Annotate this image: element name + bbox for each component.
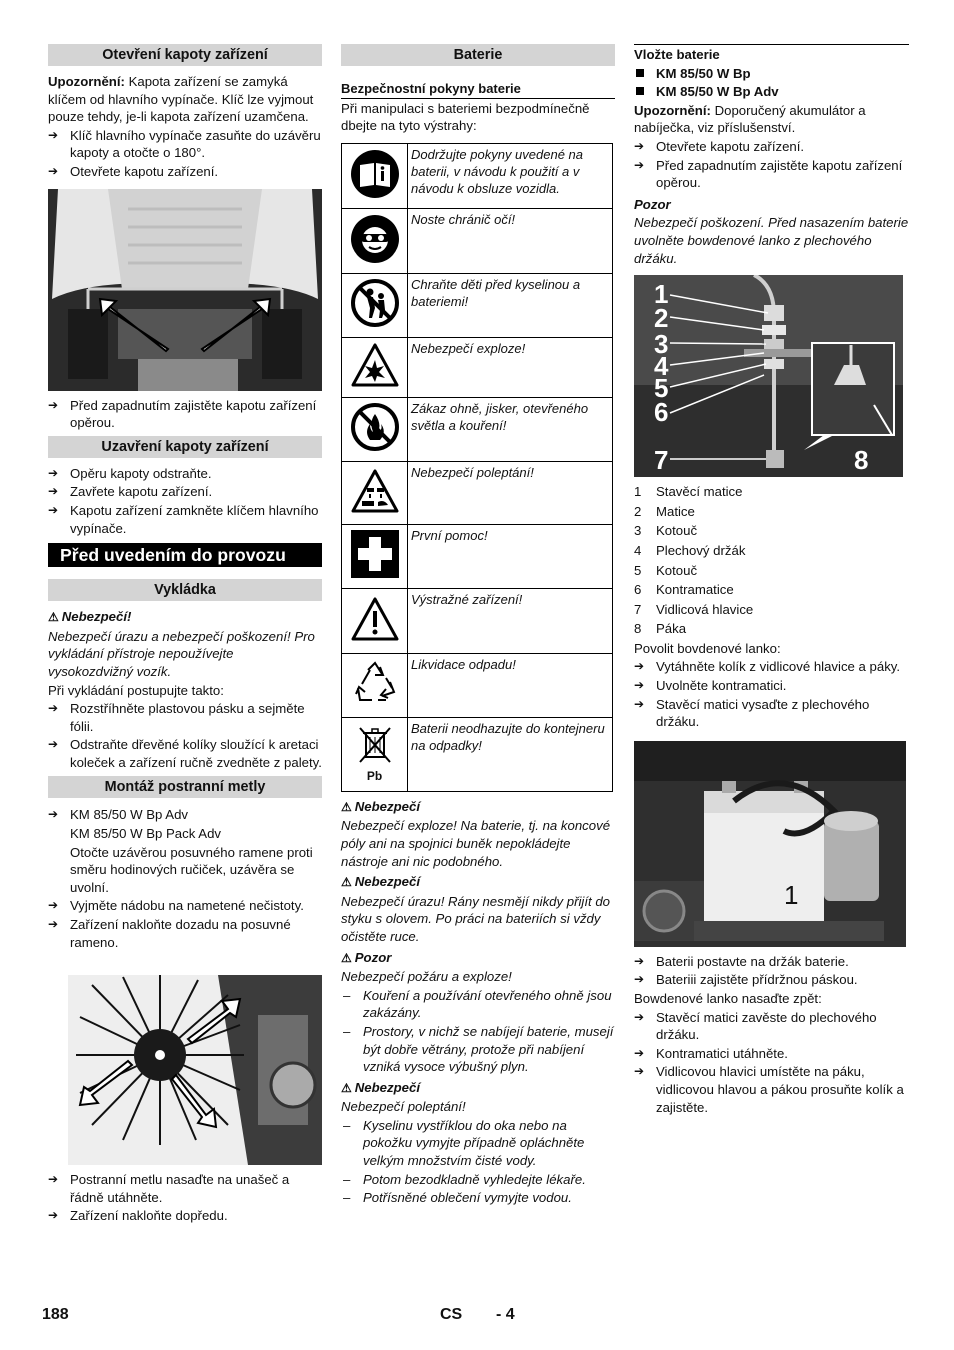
- figure-callout-1: 1: [784, 879, 799, 910]
- danger-label-text: Nebezpečí!: [61, 609, 132, 625]
- model-item: KM 85/50 W Bp: [634, 65, 909, 83]
- table-cell-text: Noste chránič očí!: [408, 208, 613, 273]
- section-heading-close-hood: Uzavření kapoty zařízení: [48, 436, 322, 458]
- model-line: KM 85/50 W Bp Pack Adv: [70, 826, 221, 842]
- list-item: [634, 483, 909, 501]
- table-cell-icon: [342, 208, 408, 273]
- table-cell-icon: [342, 397, 408, 461]
- part-number: 7: [634, 601, 642, 617]
- table-row: [342, 208, 613, 273]
- section-heading-open-hood: Otevření kapoty zařízení: [48, 44, 322, 66]
- note-paragraph: [634, 102, 909, 137]
- step-item: ➔ Před zapadnutím zajistěte kapotu zařízení opěrou.: [48, 397, 322, 432]
- table-cell-text: Výstražné zařízení!: [408, 588, 613, 653]
- dash-item: – Prostory, v nichž se nabíjejí baterie, musejí být dobře větrány, protože při nabíjení vzniká vysoce výbušný plyn.: [341, 1023, 615, 1076]
- section-number: - 4: [496, 1306, 515, 1323]
- part-label: Vidlicová hlavice: [656, 601, 754, 617]
- table-cell-text: Nebezpečí poleptání!: [408, 461, 613, 524]
- chapter-heading: Před uvedením do provozu: [48, 543, 322, 567]
- table-row: [342, 337, 613, 397]
- danger-text: Nebezpečí exploze! Na baterie, tj. na koncové póly ani na spojnici buněk nepokládejte nástroje ani nic podobného.: [341, 818, 611, 869]
- note-label: Upozornění:: [634, 102, 711, 118]
- step-item: ➔ Opěru kapoty odstraňte.: [48, 465, 322, 483]
- part-label: Kotouč: [656, 523, 698, 539]
- language-code: CS: [440, 1306, 463, 1323]
- step-item: ➔ Otevřete kapotu zařízení.: [48, 163, 322, 181]
- table-cell-icon: [342, 337, 408, 397]
- table-cell-icon: [342, 588, 408, 653]
- warning-triangle-icon: ⚠: [341, 950, 352, 965]
- section-heading-side-brush: Montáž postranní metly: [48, 776, 322, 798]
- step-item: ➔ Zavřete kapotu zařízení.: [48, 483, 322, 501]
- parts-legend: [634, 483, 909, 638]
- danger-label: [341, 873, 615, 892]
- table-cell-icon: [342, 461, 408, 524]
- table-row: [342, 143, 613, 208]
- list-item: [634, 601, 909, 619]
- figure-callout-6: 6: [654, 397, 669, 428]
- part-number: 8: [634, 621, 642, 637]
- photo-hood-open: [48, 189, 322, 391]
- table-row: [342, 717, 613, 791]
- step-item: ➔ Bateriii zajistěte přídržnou páskou.: [634, 971, 909, 989]
- photo-battery: [634, 741, 906, 947]
- photo-side-brush: [68, 975, 322, 1165]
- intro-text: Bowdenové lanko nasaďte zpět:: [634, 991, 822, 1007]
- warning-triangle-icon: ⚠: [341, 875, 352, 890]
- column-middle: [341, 44, 615, 1208]
- column-left: [48, 44, 322, 1226]
- figure-callout-1: 1: [654, 279, 669, 310]
- table-cell-text: Likvidace odpadu!: [408, 653, 613, 717]
- table-row: [342, 273, 613, 337]
- figure-callout-7: 7: [654, 445, 669, 476]
- table-cell-text: Nebezpečí exploze!: [408, 337, 613, 397]
- part-label: Kontramatice: [656, 582, 734, 598]
- no-fire-icon: [350, 402, 400, 452]
- photo-bowden-cable-illustration: [634, 275, 903, 477]
- model-item: KM 85/50 W Bp Adv: [634, 83, 909, 101]
- no-children-icon: [350, 278, 400, 328]
- part-label: Páka: [656, 621, 687, 637]
- step-item: ➔ Vyjměte nádobu na nametené nečistoty.: [48, 897, 322, 915]
- list-item: [634, 503, 909, 521]
- caution-label: [341, 949, 615, 968]
- part-label: Matice: [656, 503, 695, 519]
- step-item: ➔ Před zapadnutím zajistěte kapotu zařízení opěrou.: [634, 157, 909, 192]
- table-cell-icon: [342, 717, 408, 791]
- part-number: 4: [634, 542, 642, 558]
- step-item: ➔ Klíč hlavního vypínače zasuňte do uzávěru kapoty a otočte o 180°.: [48, 127, 322, 162]
- figure-callout-3: 3: [654, 329, 669, 360]
- table-cell-text: Baterii neodhazujte do kontejneru na odpadky!: [408, 717, 613, 791]
- step-item: ➔ Zařízení nakloňte dozadu na posuvné rameno.: [48, 916, 322, 951]
- danger-text: Nebezpečí úrazu a nebezpečí poškození! Pro vykládání přístroje nepoužívejte vysokozdvižný vozík.: [48, 628, 315, 679]
- figure-callout-8: 8: [854, 445, 869, 476]
- note-text: Kapota zařízení se zamyká klíčem od hlavního vypínače. Klíč lze vyjmout pouze tehdy, je-li kapota zařízení uzamčena.: [48, 74, 314, 125]
- part-label: Kotouč: [656, 562, 698, 578]
- part-number: 3: [634, 523, 642, 539]
- manual-icon: [350, 149, 400, 199]
- dash-item: – Kouření a používání otevřeného ohně jsou zakázány.: [341, 987, 615, 1022]
- step-item: ➔ Baterii postavte na držák baterie.: [634, 953, 909, 971]
- table-cell-text: Dodržujte pokyny uvedené na baterii, v návodu k použití a v návodu k obsluze vozidla.: [408, 143, 613, 208]
- table-row: [342, 653, 613, 717]
- part-label: Stavěcí matice: [656, 484, 743, 500]
- table-row: [342, 397, 613, 461]
- step-item: ➔ Vidlicovou hlavici umístěte na páku, vidlicovou hlavou a pákou prosuňte kolík a zajistěte.: [634, 1063, 909, 1116]
- danger-text: Nebezpečí úrazu! Rány nesmějí nikdy přijít do styku s olovem. Po práci na bateriích si vždy očistěte ruce.: [341, 893, 611, 944]
- danger-text: Nebezpečí poleptání!: [341, 1099, 466, 1115]
- dash-item: – Potřísněné oblečení vymyjte vodou.: [341, 1189, 615, 1207]
- part-number: 1: [634, 484, 642, 500]
- caution-label-text: Pozor: [354, 949, 392, 965]
- step-item: ➔ Zařízení nakloňte dopředu.: [48, 1207, 322, 1225]
- caution-label: Pozor: [634, 196, 671, 212]
- lead-symbol-label: Pb: [366, 769, 383, 784]
- photo-side-brush-illustration: [68, 975, 322, 1165]
- figure-callout-5: 5: [654, 373, 669, 404]
- step-item: ➔ Postranní metlu nasaďte na unašeč a řádně utáhněte.: [48, 1171, 322, 1206]
- figure-callout-2: 2: [654, 303, 669, 334]
- caution-text: Nebezpečí poškození. Před nasazením baterie uvolněte bowdenové lanko z plechového držáku.: [634, 215, 909, 266]
- corrosive-icon: [350, 468, 400, 514]
- warning-triangle-icon: ⚠: [341, 799, 352, 814]
- note-text: Doporučený akumulátor a nabíječka, viz příslušenství.: [634, 102, 866, 136]
- intro-text: Při vykládání postupujte takto:: [48, 682, 224, 698]
- danger-label: [48, 608, 322, 627]
- list-item: [634, 542, 909, 560]
- part-number: 5: [634, 562, 642, 578]
- table-cell-text: Chraňte děti před kyselinou a bateriemi!: [408, 273, 613, 337]
- explosion-icon: [350, 342, 400, 388]
- step-item: ➔ Otevřete kapotu zařízení.: [634, 138, 909, 156]
- note-paragraph: [48, 73, 322, 126]
- dash-item: – Kyselinu vystříklou do oka nebo na pokožku vymyjte případně opláchněte velkým množstvím čisté vody.: [341, 1117, 615, 1170]
- step-item: ➔ Uvolněte kontramatici.: [634, 677, 909, 695]
- warning-icon: [350, 596, 400, 642]
- warning-triangle-icon: ⚠: [48, 610, 59, 625]
- table-cell-icon: [342, 524, 408, 588]
- table-cell-text: Zákaz ohně, jisker, otevřeného světla a kouření!: [408, 397, 613, 461]
- table-cell-icon: [342, 273, 408, 337]
- step-item: ➔ Odstraňte dřevěné kolíky sloužící k aretaci koleček a zařízení ručně zvedněte z palety.: [48, 736, 322, 771]
- note-label: Upozornění:: [48, 74, 125, 89]
- recycle-icon: [350, 658, 400, 708]
- danger-label-text: Nebezpečí: [354, 798, 420, 814]
- list-item: [634, 581, 909, 599]
- figure-callout-4: 4: [654, 351, 669, 382]
- danger-label-text: Nebezpečí: [354, 874, 420, 890]
- step-item: ➔ Vytáhněte kolík z vidlicové hlavice a páky.: [634, 658, 909, 676]
- intro-text: Při manipulaci s bateriemi bezpodmínečně dbejte na tyto výstrahy:: [341, 100, 590, 134]
- caution-text: Nebezpečí požáru a exploze!: [341, 969, 512, 985]
- column-right: [634, 44, 909, 1117]
- table-row: [342, 524, 613, 588]
- bin-crossed-icon: [350, 725, 400, 765]
- goggles-icon: [350, 214, 400, 264]
- subheading-battery-safety: Bezpečnostní pokyny baterie: [341, 66, 615, 99]
- part-number: 2: [634, 503, 642, 519]
- danger-label: [341, 798, 615, 817]
- table-cell-icon: [342, 143, 408, 208]
- page-number: 188: [42, 1306, 69, 1323]
- table-cell-text: První pomoc!: [408, 524, 613, 588]
- part-label: Plechový držák: [656, 542, 746, 558]
- step-item: ➔ Stavěcí matici zavěste do plechového držáku.: [634, 1009, 909, 1044]
- step-item: ➔ KM 85/50 W Bp Adv: [48, 806, 322, 824]
- intro-text: Povolit bovdenové lanko:: [634, 640, 781, 656]
- list-item: [634, 562, 909, 580]
- danger-label-text: Nebezpečí: [354, 1079, 420, 1095]
- step-item: ➔ Kontramatici utáhněte.: [634, 1045, 909, 1063]
- dash-item: – Potom bezodkladně vyhledejte lékaře.: [341, 1171, 615, 1189]
- step-item: ➔ Rozstříhněte plastovou pásku a sejměte fólii.: [48, 700, 322, 735]
- step-detail: Otočte uzávěrou posuvného ramene proti směru hodinových ručiček, uzávěra se uvolní.: [70, 844, 313, 895]
- photo-battery-illustration: [634, 741, 906, 947]
- section-heading-unloading: Vykládka: [48, 579, 322, 601]
- photo-bowden-cable: [634, 275, 903, 477]
- table-cell-icon: [342, 653, 408, 717]
- table-row: [342, 588, 613, 653]
- step-item: ➔ Kapotu zařízení zamkněte klíčem hlavního vypínače.: [48, 502, 322, 537]
- photo-hood-open-illustration: [48, 189, 322, 391]
- step-item: ➔ Stavěcí matici vysaďte z plechového držáku.: [634, 696, 909, 731]
- section-heading-insert-battery: Vložte baterie: [634, 44, 909, 64]
- first-aid-icon: [350, 529, 400, 579]
- section-heading-battery: Baterie: [341, 44, 615, 66]
- list-item: [634, 522, 909, 540]
- part-number: 6: [634, 582, 642, 598]
- danger-label: [341, 1079, 615, 1098]
- safety-symbols-table: [341, 143, 613, 792]
- table-row: [342, 461, 613, 524]
- list-item: [634, 620, 909, 638]
- warning-triangle-icon: ⚠: [341, 1080, 352, 1095]
